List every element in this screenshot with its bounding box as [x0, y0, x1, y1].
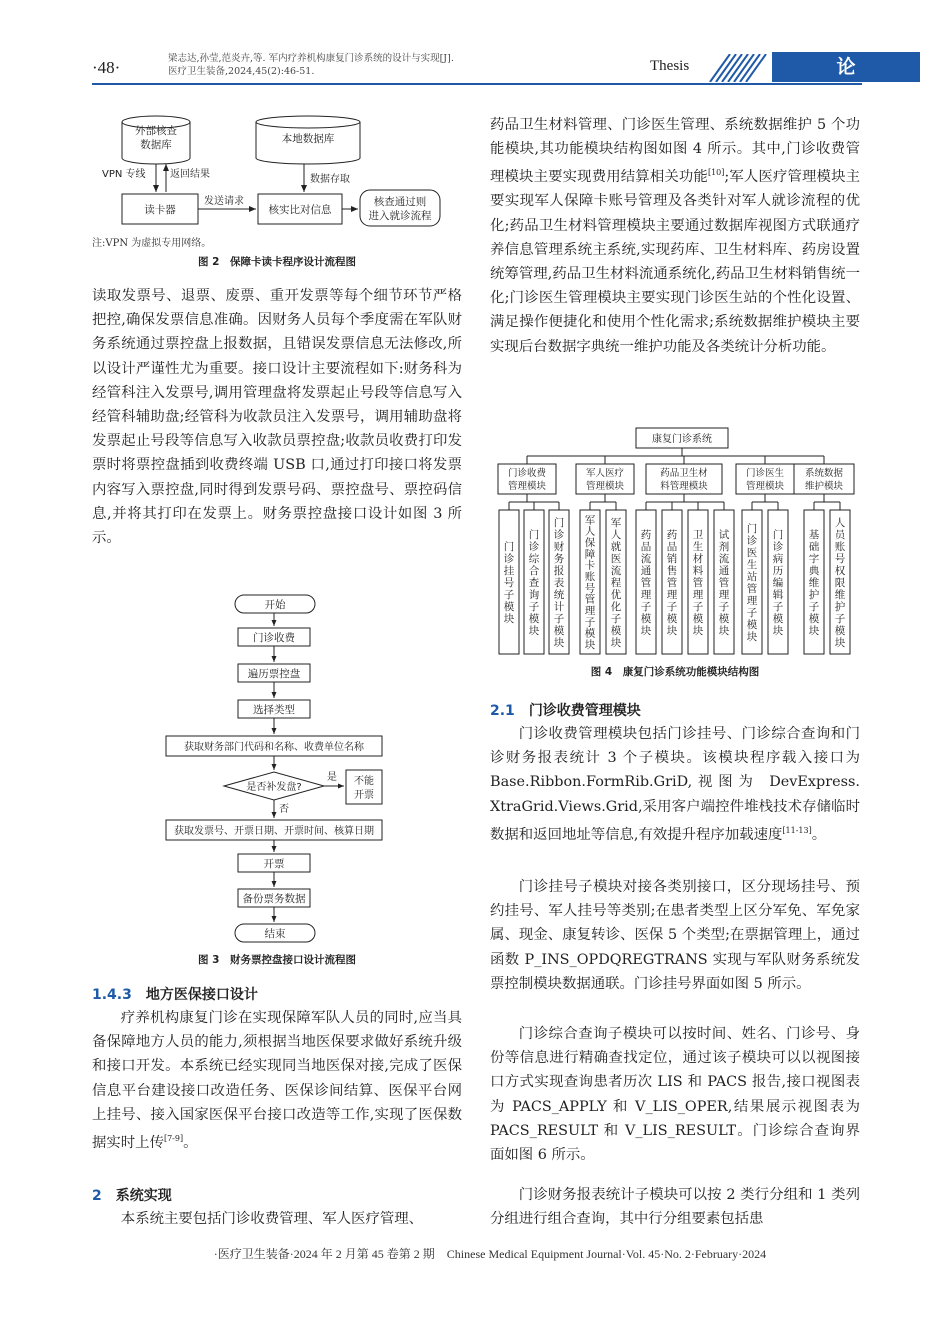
left-para-2-text: 疗养机构康复门诊在实现保障军队人员的同时,应当具备保障地方人员的能力,须根据当地医保要求做好系统升级和接口开发。本系统已经实现同当地医保对接,完成了医保信息平台建设接口改造任务、医保诊间结算、医保平台网上挂号、接入国家医保平台接口改造等工作,实现了医保数据实时上传: [92, 1010, 462, 1151]
return-result-label: 返回结果: [170, 169, 210, 180]
svg-text:典: 典: [808, 565, 820, 577]
right-para-2: [490, 722, 860, 847]
svg-text:就: 就: [610, 541, 622, 553]
local-db-label: 本地数据库: [281, 133, 335, 145]
fig3-caption: 图 3 财务票控盘接口设计流程图: [198, 954, 356, 966]
fig4-caption: 图 4 康复门诊系统功能模块结构图: [590, 666, 760, 678]
svg-text:询: 询: [528, 589, 540, 601]
svg-text:模: 模: [528, 613, 540, 625]
figure-2: [92, 108, 472, 248]
svg-text:报: 报: [553, 565, 565, 577]
svg-text:试: 试: [718, 529, 730, 541]
svg-text:子: 子: [746, 607, 758, 619]
fig4-submodule-label: [719, 529, 730, 637]
svg-text:号: 号: [503, 577, 515, 589]
svg-text:理: 理: [584, 605, 596, 617]
svg-text:程: 程: [610, 577, 622, 589]
svg-text:模: 模: [718, 613, 730, 625]
svg-text:化: 化: [610, 601, 622, 613]
external-db-label: 外部核查: [135, 125, 177, 137]
svg-text:块: 块: [584, 639, 596, 651]
svg-text:理: 理: [746, 595, 758, 607]
svg-text:保: 保: [584, 537, 596, 549]
svg-text:表: 表: [553, 577, 565, 589]
svg-text:挂: 挂: [503, 565, 515, 577]
svg-text:人: 人: [834, 517, 846, 529]
fig3-step-7: 备份票务数据: [242, 893, 306, 905]
svg-text:财: 财: [553, 541, 565, 553]
svg-text:模: 模: [808, 613, 820, 625]
fig4-submodule-label: [773, 528, 784, 637]
heading-2-1-number: 2.1: [490, 703, 515, 719]
svg-text:护: 护: [808, 589, 820, 601]
svg-text:统: 统: [553, 589, 565, 601]
fig3-step-5: 获取发票号、开票日期、开票时间、核算日期: [174, 826, 374, 837]
fig3-step-4: 获取财务部门代码和名称、收费单位名称: [184, 742, 364, 753]
svg-text:门: 门: [772, 529, 784, 541]
heading-2-1: [490, 700, 641, 720]
svg-text:块: 块: [834, 637, 846, 649]
left-para-3: 本系统主要包括门诊收费管理、军人医疗管理、: [120, 1211, 424, 1227]
svg-text:模: 模: [772, 613, 784, 625]
svg-text:数据库: 数据库: [140, 139, 172, 151]
svg-text:子: 子: [528, 601, 540, 613]
fig4-submodule-label: [693, 529, 704, 637]
svg-text:合: 合: [528, 565, 540, 577]
svg-text:门: 门: [528, 529, 540, 541]
svg-text:块: 块: [808, 625, 820, 637]
fig4-module-label: 管理模块: [585, 481, 625, 492]
svg-text:站: 站: [746, 571, 758, 583]
svg-text:通: 通: [718, 565, 730, 577]
svg-text:辑: 辑: [772, 589, 784, 601]
svg-text:军: 军: [584, 514, 596, 527]
svg-text:售: 售: [666, 565, 678, 577]
svg-text:管: 管: [584, 593, 596, 606]
svg-text:号: 号: [584, 582, 596, 595]
svg-text:药: 药: [640, 529, 652, 541]
svg-text:管: 管: [640, 577, 652, 589]
fig4-submodule-label: [667, 528, 678, 637]
stripes-decoration: [700, 54, 770, 82]
fig4-module-label: 维护模块: [804, 481, 844, 492]
svg-text:模: 模: [834, 625, 846, 637]
svg-text:子: 子: [666, 601, 678, 613]
right-para-2-ref: [11-13]: [782, 825, 812, 835]
citation: [168, 52, 454, 78]
svg-text:诊: 诊: [528, 541, 540, 553]
svg-text:员: 员: [834, 529, 846, 541]
fig4-submodule-label: [554, 516, 565, 649]
verify-label: 核实比对信息: [268, 204, 332, 216]
fig3-step-2: 遍历票控盘: [247, 668, 301, 680]
send-request-label: 发送请求: [204, 196, 244, 207]
pass-flow-label-1: 核查通过则: [373, 196, 427, 208]
svg-text:历: 历: [772, 565, 784, 577]
svg-text:理: 理: [666, 589, 678, 601]
fig3-step-3: 选择类型: [253, 704, 295, 716]
fig2-caption: 图 2 保障卡读卡程序设计流程图: [198, 256, 356, 268]
svg-text:优: 优: [610, 589, 622, 601]
svg-text:块: 块: [772, 625, 784, 637]
svg-text:门: 门: [746, 523, 758, 535]
fig3-decision: 是否补发盘?: [246, 782, 302, 793]
section-badge: 论 著: [772, 52, 920, 82]
svg-text:子: 子: [834, 613, 846, 625]
svg-text:综: 综: [528, 553, 540, 565]
left-para-2: [92, 1006, 462, 1155]
svg-text:通: 通: [640, 565, 652, 577]
svg-text:料: 料: [692, 565, 704, 577]
svg-text:块: 块: [503, 613, 515, 625]
header-rule: [92, 83, 862, 85]
svg-text:基: 基: [808, 529, 820, 541]
fig4-module-label: 军人医疗: [585, 468, 625, 479]
fig4-module-label: 门诊医生: [745, 468, 785, 479]
right-para-2-text: 门诊收费管理模块包括门诊挂号、门诊综合查询和门诊财务报表统计 3 个子模块。该模块程序载入接口为 Base.Ribbon.FormRib.GriD,视图为 DevExpress. XtraGrid.Views.Grid,采用客户端控件堆栈技术存储临时数据和返回地址等信息,有效提升程序加载速度: [490, 726, 860, 843]
svg-text:块: 块: [746, 631, 758, 643]
fig4-module-label: 管理模块: [745, 481, 785, 492]
svg-text:务: 务: [553, 553, 565, 565]
svg-text:剂: 剂: [718, 541, 730, 553]
svg-text:查: 查: [528, 577, 540, 589]
fig4-submodule-label: [529, 528, 540, 637]
svg-text:块: 块: [718, 625, 730, 637]
svg-text:卫: 卫: [692, 529, 704, 541]
heading-2: [92, 1185, 172, 1205]
fig4-root-label: 康复门诊系统: [652, 434, 712, 445]
fig4-submodule-label: [747, 522, 758, 643]
svg-text:管: 管: [718, 577, 730, 589]
svg-text:子: 子: [584, 616, 596, 629]
right-para-2-end: 。: [811, 826, 827, 843]
fig2-note: 注:VPN 为虚拟专用网络。: [92, 238, 212, 249]
right-para-1-text-b: ;军人医疗管理模块主要实现军人保障卡账号管理及各类针对军人就诊流程的优化;药品卫生材料管理模块主要通过数据库视图方式联通疗养信息管理系统主系统,实现药库、卫生材料库、药房设置统筹管理,药品卫生材料流通系统化,药品卫生材料销售统一化;门诊医生管理模块主要实现门诊医生站的个性化设置、满足操作便捷化和使用个性化需求;系统数据维护模块主要实现后台数据字典统一维护功能及各类统计分析功能。: [490, 169, 860, 355]
svg-text:模: 模: [503, 601, 515, 613]
svg-text:流: 流: [640, 553, 652, 565]
svg-text:子: 子: [692, 601, 704, 613]
fig4-submodule-label: [835, 516, 847, 649]
svg-text:模: 模: [553, 625, 565, 637]
card-reader-label: 读卡器: [144, 204, 176, 216]
svg-text:理: 理: [692, 589, 704, 601]
svg-text:护: 护: [834, 601, 846, 613]
svg-text:人: 人: [610, 529, 622, 541]
figure-3: [160, 592, 400, 944]
svg-text:病: 病: [772, 553, 784, 565]
svg-text:子: 子: [772, 601, 784, 613]
svg-text:管: 管: [692, 577, 704, 589]
svg-text:账: 账: [584, 571, 596, 583]
svg-text:维: 维: [808, 577, 820, 589]
fig4-submodule-label: [809, 528, 820, 637]
right-para-1: [490, 113, 860, 359]
heading-2-title: 系统实现: [115, 1188, 172, 1204]
right-para-3: 门诊挂号子模块对接各类别接口，区分现场挂号、预约挂号、军人挂号等类别;在患者类型上区分军免、军免家属、现金、康复转诊、医保 5 个类型;在票据管理上，通过函数 P_INS_OPDQREGTRANS 实现与军队财务系统发票控制模块数据通联。门诊挂号界面如图 5 所示。: [490, 879, 860, 992]
fig3-no: 否: [279, 804, 289, 815]
right-para-5: 门诊财务报表统计子模块可以按 2 类行分组和 1 类列分组进行组合查询，其中行分组要素包括患: [490, 1187, 860, 1228]
fig4-submodule-label: [611, 517, 622, 649]
fig4-module-label: 药品卫生材: [660, 468, 708, 479]
svg-text:块: 块: [528, 625, 540, 637]
svg-text:子: 子: [718, 601, 730, 613]
svg-text:卡: 卡: [584, 559, 596, 572]
fig3-no-open-1: 不能: [354, 776, 374, 787]
page-footer: ·医疗卫生装备·2024 年 2 月第 45 卷第 2 期 Chinese Medical Equipment Journal·Vol. 45·No. 2·February·2024: [213, 1247, 767, 1261]
left-para-1: 读取发票号、退票、废票、重开发票等每个细节环节严格把控,确保发票信息准确。因财务人员每个季度需在军队财务系统通过票控盘上报数据，且错误发票信息无法修改,所以设计严谨性尤为重要。接口设计主要流程如下:财务科为经管科注入发票号,调用管理盘将发票起止号段等信息写入经管科辅助盘;经管科为收款员注入发票号，调用辅助盘将发票起止号段等信息写入收款员票控盘;收款员收费打印发票时将票控盘插到收费终端 USB 口,通过打印接口将发票内容写入票控盘,同时得到发票号码、票控盘号、票控码信息,并将其打印在发票上。财务票控盘接口设计如图 3 所示。: [92, 288, 462, 547]
fig3-step-6: 开票: [263, 858, 285, 870]
svg-text:计: 计: [553, 601, 565, 613]
svg-text:块: 块: [666, 625, 678, 637]
svg-text:诊: 诊: [553, 529, 565, 541]
svg-text:子: 子: [553, 613, 565, 625]
svg-text:限: 限: [834, 577, 846, 589]
svg-text:医: 医: [610, 553, 622, 565]
svg-text:模: 模: [610, 625, 622, 637]
fig3-yes: 是: [327, 772, 337, 783]
figure-4: [494, 424, 858, 658]
svg-text:品: 品: [666, 541, 678, 553]
fig4-module-label: 管理模块: [507, 481, 547, 492]
svg-text:理: 理: [640, 589, 652, 601]
svg-text:块: 块: [553, 637, 565, 649]
svg-text:模: 模: [584, 627, 596, 640]
svg-text:权: 权: [834, 565, 846, 577]
svg-text:础: 础: [808, 541, 820, 553]
fig4-module-label: 系统数据: [804, 468, 844, 479]
thesis-label: Thesis: [650, 58, 690, 74]
svg-text:药: 药: [666, 529, 678, 541]
svg-text:字: 字: [808, 553, 820, 565]
svg-text:管: 管: [666, 577, 678, 589]
svg-text:模: 模: [746, 619, 758, 631]
svg-text:门: 门: [503, 541, 515, 553]
svg-text:材: 材: [692, 553, 704, 565]
svg-text:障: 障: [584, 548, 596, 561]
svg-text:模: 模: [692, 613, 704, 625]
heading-1-4-3: [92, 984, 258, 1004]
page-number: ·48·: [92, 58, 121, 77]
fig3-step-1: 门诊收费: [253, 632, 295, 644]
left-para-2-ref: [7-9]: [163, 1134, 184, 1144]
fig4-submodule-label: [585, 514, 596, 651]
svg-text:销: 销: [666, 553, 678, 565]
fig3-no-open-2: 开票: [354, 790, 374, 801]
svg-text:理: 理: [718, 589, 730, 601]
svg-text:品: 品: [640, 541, 652, 553]
svg-text:子: 子: [610, 613, 622, 625]
svg-text:人: 人: [584, 525, 596, 538]
svg-text:维: 维: [834, 589, 846, 601]
right-para-1-ref: [10]: [707, 168, 725, 178]
svg-text:诊: 诊: [772, 541, 784, 553]
svg-text:编: 编: [772, 577, 784, 589]
citation-line-2: 医疗卫生装备,2024,45(2):46-51.: [168, 66, 315, 77]
pass-flow-label-2: 进入就诊流程: [368, 210, 432, 222]
svg-text:块: 块: [692, 625, 704, 637]
svg-text:子: 子: [808, 601, 820, 613]
svg-text:子: 子: [503, 589, 515, 601]
svg-text:子: 子: [640, 601, 652, 613]
svg-text:块: 块: [610, 637, 622, 649]
svg-text:军: 军: [610, 517, 622, 529]
vpn-label: VPN 专线: [102, 169, 146, 180]
svg-text:诊: 诊: [503, 553, 515, 565]
fig4-module-label: 门诊收费: [507, 468, 547, 479]
fig3-end: 结束: [264, 928, 286, 940]
svg-text:账: 账: [834, 541, 846, 553]
right-para-4: 门诊综合查询子模块可以按时间、姓名、门诊号、身份等信息进行精确查找定位，通过该子模块可以以视图接口方式实现查询患者历次 LIS 和 PACS 报告,接口视图表为 PACS_APPLY 和 V_LIS_OPER,结果展示视图表为 PACS_RESULT 和 V_LIS_RESULT。门诊综合查询界面如图 6 所示。: [490, 1026, 860, 1164]
heading-1-4-3-number: 1.4.3: [92, 987, 132, 1003]
store-data-label: 数据存取: [310, 174, 350, 185]
fig4-submodule-label: [504, 540, 515, 625]
svg-text:模: 模: [640, 613, 652, 625]
svg-text:医: 医: [746, 547, 758, 559]
svg-text:生: 生: [692, 541, 704, 553]
heading-2-1-title: 门诊收费管理模块: [528, 703, 641, 719]
svg-text:管: 管: [746, 583, 758, 595]
fig4-module-label: 料管理模块: [660, 481, 708, 492]
page-header: [60, 52, 890, 108]
heading-2-number: 2: [92, 1188, 102, 1204]
svg-text:块: 块: [640, 625, 652, 637]
svg-text:诊: 诊: [746, 535, 758, 547]
svg-text:模: 模: [666, 613, 678, 625]
fig4-submodule-label: [641, 528, 652, 637]
left-para-2-end: 。: [183, 1134, 198, 1151]
svg-text:号: 号: [834, 553, 846, 565]
citation-line-1: 梁志达,孙莹,范炎卉,等. 军内疗养机构康复门诊系统的设计与实现[J].: [168, 53, 454, 64]
svg-text:门: 门: [553, 517, 565, 529]
svg-text:生: 生: [746, 559, 758, 571]
svg-text:流: 流: [718, 553, 730, 565]
right-para-1-text: 药品卫生材料管理、门诊医生管理、系统数据维护 5 个功能模块,其功能模块结构图如图 4 所示。其中,门诊收费管理模块主要实现费用结算相关功能: [490, 117, 860, 186]
heading-1-4-3-title: 地方医保接口设计: [145, 987, 258, 1003]
fig3-start: 开始: [264, 599, 286, 611]
svg-text:流: 流: [610, 565, 622, 577]
